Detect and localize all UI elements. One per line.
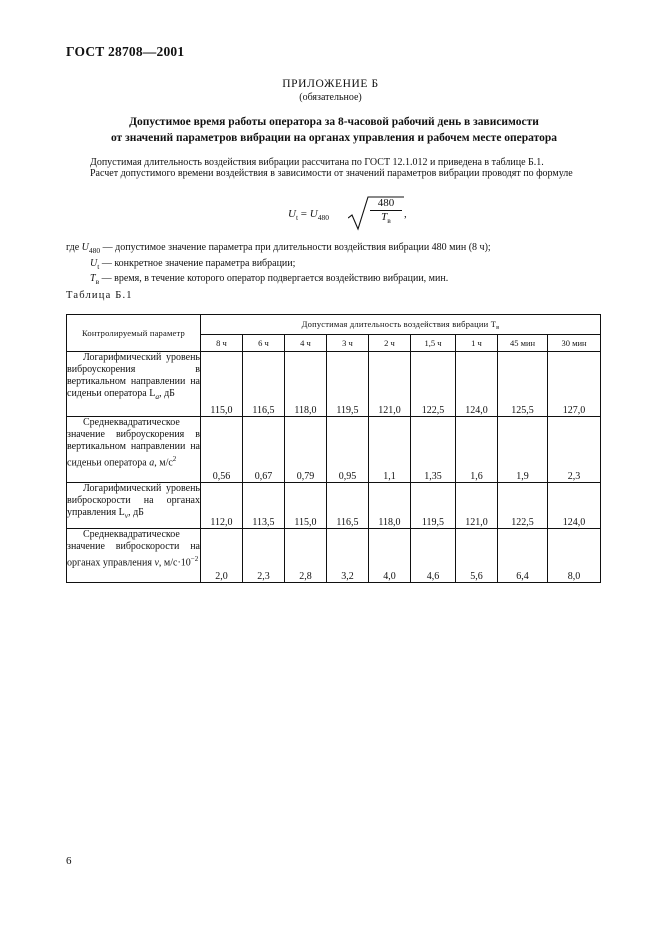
definition-symbol-letter: U [81, 242, 89, 253]
param-text: Логарифмический уровень виброскорости на органах управления L [67, 483, 200, 518]
paragraph-2: Расчет допустимого времени воздействия в зависимости от значений параметров вибрации проводят по формуле [90, 168, 573, 179]
formula-lhs-sub: t [295, 213, 299, 222]
definitions [66, 242, 491, 289]
definition-symbol [82, 242, 100, 253]
definition-symbol [90, 258, 99, 269]
definition-symbol-sub: t [97, 261, 100, 271]
value-cell: 5,6 [456, 529, 498, 583]
value-cell: 8,0 [548, 529, 601, 583]
title-line-1: Допустимое время работы оператора за 8-часовой рабочий день в зависимости [129, 116, 539, 128]
param-unit: , м/с·10 [158, 557, 191, 569]
column-header: 6 ч [243, 335, 285, 352]
value-cell: 112,0 [201, 483, 243, 529]
formula-numerator: 480 [370, 197, 402, 211]
value-cell: 116,5 [243, 352, 285, 417]
param-symbol: v [154, 557, 159, 569]
value-cell: 2,3 [243, 529, 285, 583]
value-cell: 121,0 [456, 483, 498, 529]
formula-denominator [370, 211, 402, 227]
param-column-header: Контролируемый параметр [67, 315, 201, 352]
definition-text: — время, в течение которого оператор подвергается воздействию вибрации, мин. [99, 273, 449, 284]
title-line-2: от значений параметров вибрации на органах управления и рабочем месте оператора [110, 132, 558, 144]
formula-fraction [370, 197, 402, 227]
vibration-table [66, 314, 601, 583]
value-cell: 1,9 [498, 417, 548, 483]
table-row [67, 352, 601, 417]
param-unit-sup: 2 [172, 455, 177, 463]
duration-group-header-text: Допустимая длительность воздействия вибрации T [301, 318, 497, 329]
value-cell: 118,0 [285, 352, 327, 417]
value-cell: 122,5 [498, 483, 548, 529]
value-cell: 0,95 [327, 417, 369, 483]
value-cell: 119,5 [327, 352, 369, 417]
param-cell [67, 352, 201, 417]
formula-lhs [288, 208, 329, 222]
value-cell: 0,79 [285, 417, 327, 483]
appendix-note: (обязательное) [299, 92, 362, 103]
formula-rhs-symbol: U [309, 208, 318, 220]
value-cell: 4,6 [411, 529, 456, 583]
formula-denominator-sub: в [387, 216, 391, 225]
column-header: 8 ч [201, 335, 243, 352]
formula-rhs-sub: 480 [317, 213, 329, 222]
formula-lhs-symbol: U [288, 208, 296, 220]
param-text: Логарифмический уровень виброускорения в вертикальном направлении на сиденьи оператора L [67, 352, 200, 399]
value-cell: 6,4 [498, 529, 548, 583]
param-symbol-sub: a [155, 392, 160, 401]
column-header: 45 мин [498, 335, 548, 352]
table-row [67, 417, 601, 483]
param-symbol-sub: v [124, 511, 129, 520]
param-unit: , дБ [159, 388, 175, 399]
value-cell: 116,5 [327, 483, 369, 529]
definition-symbol-sub: 480 [88, 246, 101, 255]
definition-symbol-letter: T [90, 273, 96, 284]
definition-symbol-letter: U [90, 257, 98, 269]
value-cell: 4,0 [369, 529, 411, 583]
definition-row [66, 273, 491, 289]
document-id: ГОСТ 28708—2001 [66, 44, 185, 59]
value-cell: 122,5 [411, 352, 456, 417]
formula-equals: = [298, 208, 310, 220]
value-cell: 124,0 [456, 352, 498, 417]
value-cell: 127,0 [548, 352, 601, 417]
table-label: Таблица Б.1 [66, 290, 133, 301]
appendix-label: ПРИЛОЖЕНИЕ Б [282, 78, 379, 90]
value-cell: 0,56 [201, 417, 243, 483]
value-cell: 118,0 [369, 483, 411, 529]
value-cell: 1,1 [369, 417, 411, 483]
column-header: 1 ч [456, 335, 498, 352]
value-cell: 121,0 [369, 352, 411, 417]
page-number: 6 [66, 855, 72, 867]
definition-text: — конкретное значение параметра вибрации; [99, 257, 296, 269]
value-cell: 119,5 [411, 483, 456, 529]
param-symbol: a [149, 457, 155, 469]
value-cell: 124,0 [548, 483, 601, 529]
table-row [67, 483, 601, 529]
table-row [67, 529, 601, 583]
duration-group-header-sub: в [496, 323, 500, 331]
definition-row [66, 258, 491, 274]
param-unit: , дБ [128, 507, 144, 518]
value-cell: 125,5 [498, 352, 548, 417]
value-cell: 2,8 [285, 529, 327, 583]
formula-comma: , [404, 208, 407, 220]
definition-symbol-sub: в [95, 277, 100, 286]
definition-row [66, 242, 491, 258]
value-cell: 1,35 [411, 417, 456, 483]
column-header: 1,5 ч [411, 335, 456, 352]
definition-text: — допустимое значение параметра при длительности воздействия вибрации 480 мин (8 ч); [100, 242, 491, 253]
formula-denominator-symbol: T [381, 211, 388, 223]
param-unit-sup: −2 [190, 555, 199, 563]
param-text: Среднеквадратическое значение виброускорения в вертикальном направлении на сиденьи оператора [67, 417, 200, 469]
param-text: Среднеквадратическое значение виброскорости на органах управления [67, 529, 200, 569]
definition-prefix: где [66, 242, 82, 253]
value-cell: 2,3 [548, 417, 601, 483]
definition-symbol [90, 273, 99, 284]
column-header: 3 ч [327, 335, 369, 352]
column-header: 30 мин [548, 335, 601, 352]
param-cell [67, 417, 201, 483]
column-header: 4 ч [285, 335, 327, 352]
paragraph-1: Допустимая длительность воздействия вибрации рассчитана по ГОСТ 12.1.012 и приведена в таблице Б.1. [90, 157, 544, 168]
value-cell: 2,0 [201, 529, 243, 583]
column-header: 2 ч [369, 335, 411, 352]
param-unit: , м/с [154, 457, 173, 469]
value-cell: 1,6 [456, 417, 498, 483]
formula [288, 196, 428, 232]
value-cell: 115,0 [285, 483, 327, 529]
value-cell: 115,0 [201, 352, 243, 417]
value-cell: 113,5 [243, 483, 285, 529]
duration-group-header [201, 315, 601, 335]
param-cell [67, 483, 201, 529]
param-cell [67, 529, 201, 583]
value-cell: 0,67 [243, 417, 285, 483]
appendix-title [66, 114, 602, 146]
value-cell: 3,2 [327, 529, 369, 583]
